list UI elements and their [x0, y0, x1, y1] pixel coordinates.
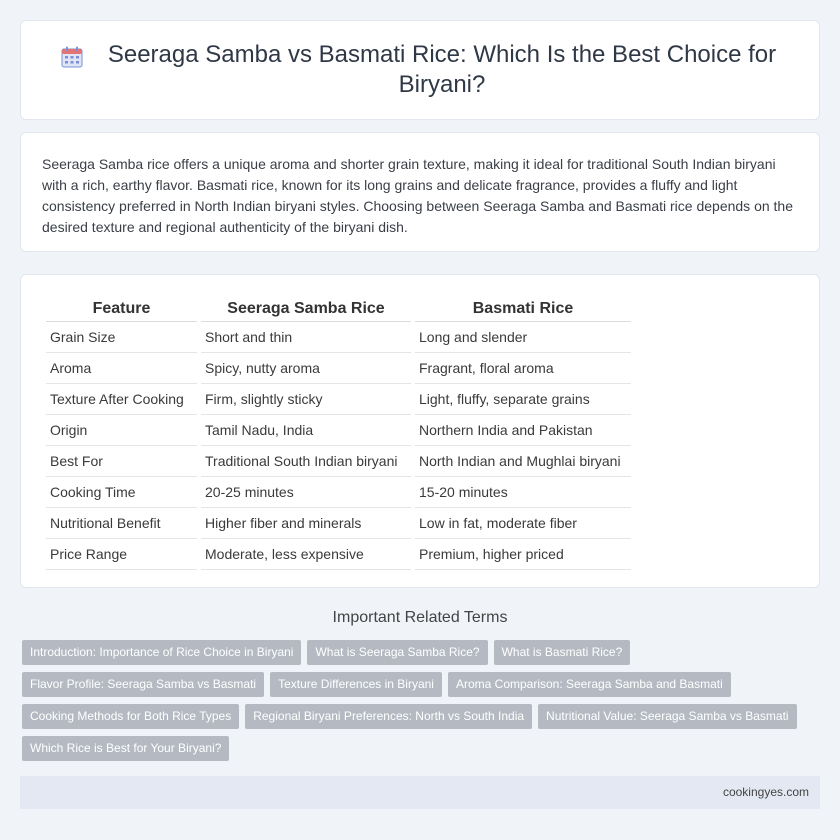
table-row	[46, 384, 631, 415]
table-cell: Cooking Time	[46, 477, 197, 508]
table-cell: Firm, slightly sticky	[201, 384, 411, 415]
related-tag[interactable]: Texture Differences in Biryani	[270, 672, 442, 697]
table-cell: Tamil Nadu, India	[201, 415, 411, 446]
footer-site-link[interactable]: cookingyes.com	[722, 785, 809, 799]
comparison-table	[42, 295, 635, 570]
related-tag[interactable]: Introduction: Importance of Rice Choice in Biryani	[22, 640, 301, 665]
table-cell: 15-20 minutes	[415, 477, 631, 508]
table-cell: 20-25 minutes	[201, 477, 411, 508]
related-tag[interactable]: Which Rice is Best for Your Biryani?	[22, 736, 229, 761]
page-title: Seeraga Samba vs Basmati Rice: Which Is the Best Choice for Biryani?	[107, 41, 777, 98]
related-terms-title: Important Related Terms	[332, 609, 508, 626]
table-cell: Fragrant, floral aroma	[415, 353, 631, 384]
related-tags	[22, 640, 822, 768]
table-row	[46, 322, 631, 353]
table-cell: Texture After Cooking	[46, 384, 197, 415]
table-cell: Origin	[46, 415, 197, 446]
table-cell: North Indian and Mughlai biryani	[415, 446, 631, 477]
comparison-card	[20, 274, 820, 588]
related-tag[interactable]: Cooking Methods for Both Rice Types	[22, 704, 239, 729]
calendar-icon	[61, 46, 83, 68]
table-cell: Moderate, less expensive	[201, 539, 411, 570]
related-tag[interactable]: What is Basmati Rice?	[494, 640, 631, 665]
header-card	[20, 20, 820, 120]
intro-text: Seeraga Samba rice offers a unique aroma and shorter grain texture, making it ideal for traditional South Indian biryani with a rich, earthy flavor. Basmati rice, known for its long grains and delicate fragrance, provides a fluffy and light consistency preferred in North Indian biryani styles. Choosing between Seeraga Samba and Basmati rice depends on the desired texture and regional authenticity of the biryani dish.	[42, 156, 793, 235]
table-row	[46, 353, 631, 384]
related-tag[interactable]: Nutritional Value: Seeraga Samba vs Basmati	[538, 704, 797, 729]
table-header-row	[46, 295, 631, 322]
intro-card	[20, 132, 820, 252]
related-tag[interactable]: What is Seeraga Samba Rice?	[307, 640, 487, 665]
table-cell: Long and slender	[415, 322, 631, 353]
table-row	[46, 477, 631, 508]
table-cell: Light, fluffy, separate grains	[415, 384, 631, 415]
table-row	[46, 415, 631, 446]
table-cell: Short and thin	[201, 322, 411, 353]
table-cell: Best For	[46, 446, 197, 477]
table-row	[46, 508, 631, 539]
table-cell: Spicy, nutty aroma	[201, 353, 411, 384]
table-cell: Higher fiber and minerals	[201, 508, 411, 539]
table-cell: Traditional South Indian biryani	[201, 446, 411, 477]
table-cell: Nutritional Benefit	[46, 508, 197, 539]
table-cell: Grain Size	[46, 322, 197, 353]
table-cell: Price Range	[46, 539, 197, 570]
table-cell: Premium, higher priced	[415, 539, 631, 570]
related-tag[interactable]: Aroma Comparison: Seeraga Samba and Basmati	[448, 672, 731, 697]
related-tag[interactable]: Flavor Profile: Seeraga Samba vs Basmati	[22, 672, 264, 697]
table-row	[46, 446, 631, 477]
footer	[20, 776, 820, 809]
table-cell: Northern India and Pakistan	[415, 415, 631, 446]
header-basmati: Basmati Rice	[415, 295, 631, 322]
table-cell: Aroma	[46, 353, 197, 384]
header-seeraga-samba: Seeraga Samba Rice	[201, 295, 411, 322]
header-feature: Feature	[46, 295, 197, 322]
related-tag[interactable]: Regional Biryani Preferences: North vs South India	[245, 704, 532, 729]
table-row	[46, 539, 631, 570]
table-cell: Low in fat, moderate fiber	[415, 508, 631, 539]
